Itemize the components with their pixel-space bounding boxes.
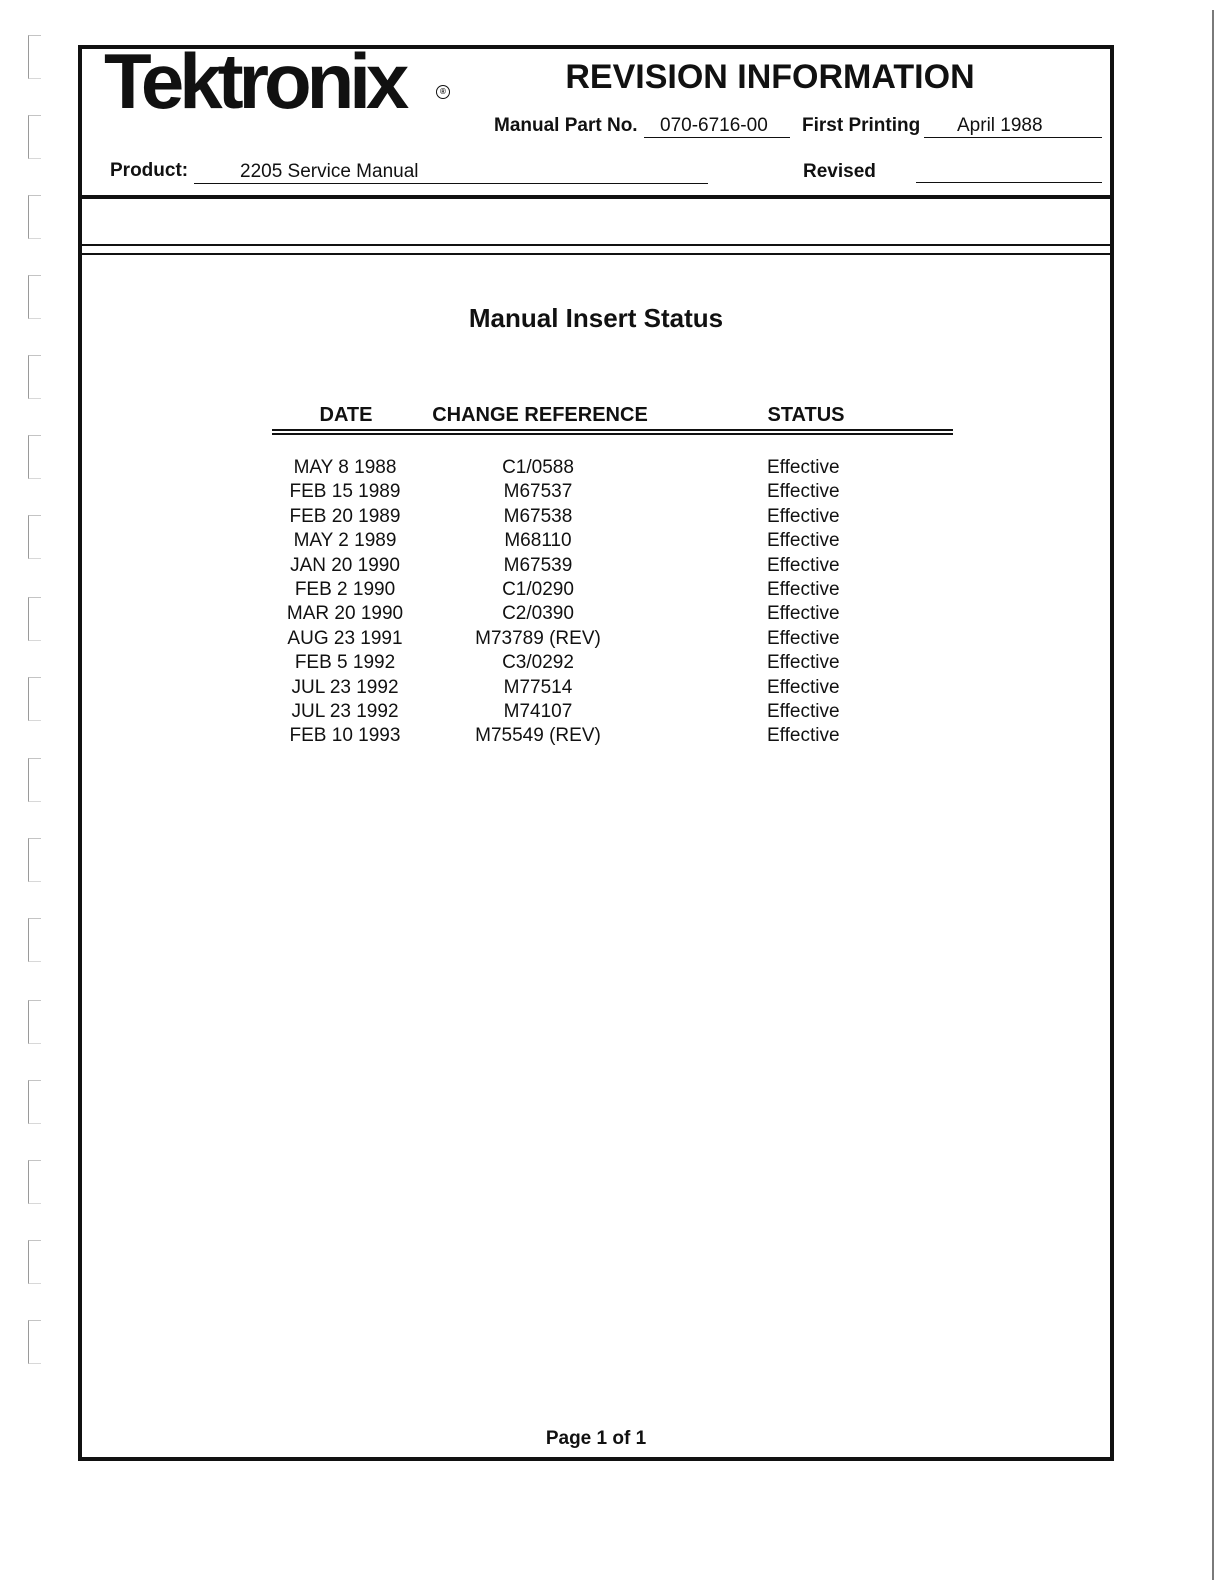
row-change-reference: M73789 (REV) (475, 627, 601, 649)
row-date: MAY 8 1988 (293, 457, 397, 478)
binder-punch-mark (28, 838, 41, 882)
row-date: FEB 5 1992 (294, 652, 396, 674)
table-row (0, 554, 1224, 578)
page-number: Page 1 of 1 (545, 1428, 647, 1449)
binder-punch-mark (28, 355, 41, 399)
row-change-reference: M68110 (504, 530, 572, 552)
binder-punch-mark (28, 1320, 41, 1364)
row-date: MAY 2 1989 (293, 530, 397, 552)
table-row (0, 602, 1224, 626)
binder-punch-mark (28, 35, 41, 79)
binder-punch-mark (28, 918, 41, 962)
row-status: Effective (767, 481, 840, 503)
row-change-reference: M75549 (REV) (475, 725, 601, 747)
manual-part-value: 070-6716-00 (644, 115, 790, 138)
binder-punch-mark (28, 1080, 41, 1124)
table-row (0, 529, 1224, 553)
row-date: MAR 20 1990 (286, 603, 404, 625)
row-change-reference: M67538 (503, 505, 573, 527)
table-row (0, 578, 1224, 602)
document-title: REVISION INFORMATION (565, 58, 975, 96)
header-divider (80, 195, 1114, 199)
row-change-reference: C3/0292 (502, 652, 574, 674)
column-header-date: DATE (319, 404, 373, 426)
row-status: Effective (767, 603, 840, 625)
row-date: FEB 20 1989 (289, 505, 401, 527)
binder-punch-mark (28, 1240, 41, 1284)
row-change-reference: C1/0290 (502, 578, 574, 600)
row-status: Effective (767, 700, 840, 722)
row-change-reference: C1/0588 (502, 457, 574, 478)
row-change-reference: C2/0390 (502, 603, 574, 625)
table-row (0, 627, 1224, 651)
page-edge (1212, 10, 1214, 1580)
row-date: JAN 20 1990 (290, 554, 400, 576)
binder-punch-mark (28, 275, 41, 319)
row-change-reference: M67539 (503, 554, 573, 576)
row-date: FEB 2 1990 (294, 578, 396, 600)
revised-label: Revised (803, 161, 876, 182)
table-row (0, 651, 1224, 675)
first-printing-label: First Printing (802, 115, 921, 136)
table-row (0, 505, 1224, 529)
registered-mark: ® (436, 85, 450, 99)
row-change-reference: M77514 (503, 676, 573, 698)
row-change-reference: M67537 (503, 481, 573, 503)
table-row (0, 724, 1224, 748)
row-date: JUL 23 1992 (291, 700, 399, 722)
row-change-reference: M74107 (503, 700, 573, 722)
first-printing-value: April 1988 (924, 115, 1102, 138)
product-value: 2205 Service Manual (194, 161, 708, 184)
table-header-rule-lower (272, 433, 953, 435)
manual-part-label: Manual Part No. (494, 115, 638, 136)
row-status: Effective (767, 652, 840, 674)
binder-punch-mark (28, 1160, 41, 1204)
row-date: JUL 23 1992 (291, 676, 399, 698)
row-status: Effective (767, 578, 840, 600)
binder-punch-mark (28, 195, 41, 239)
row-status: Effective (767, 457, 840, 478)
insert-status-table (0, 456, 1224, 749)
table-header-rule-upper (272, 429, 953, 431)
row-date: FEB 10 1993 (289, 725, 401, 747)
product-label: Product: (110, 160, 189, 181)
row-status: Effective (767, 725, 840, 747)
table-row (0, 456, 1224, 480)
table-row (0, 676, 1224, 700)
row-status: Effective (767, 627, 840, 649)
section-title: Manual Insert Status (468, 303, 724, 333)
binder-punch-mark (28, 758, 41, 802)
column-header-status: STATUS (767, 404, 845, 426)
row-status: Effective (767, 676, 840, 698)
band-divider-upper (80, 244, 1114, 246)
row-date: AUG 23 1991 (287, 627, 403, 649)
column-header-change-reference: CHANGE REFERENCE (432, 404, 648, 426)
binder-punch-mark (28, 115, 41, 159)
binder-punch-mark (28, 1000, 41, 1044)
row-status: Effective (767, 505, 840, 527)
tektronix-logo: Tektronix (104, 37, 405, 125)
revised-value (916, 161, 1102, 183)
row-status: Effective (767, 554, 840, 576)
row-date: FEB 15 1989 (289, 481, 401, 503)
document-frame (78, 45, 1114, 1461)
band-divider-lower (80, 253, 1114, 255)
table-row (0, 700, 1224, 724)
table-row (0, 480, 1224, 504)
row-status: Effective (767, 530, 840, 552)
